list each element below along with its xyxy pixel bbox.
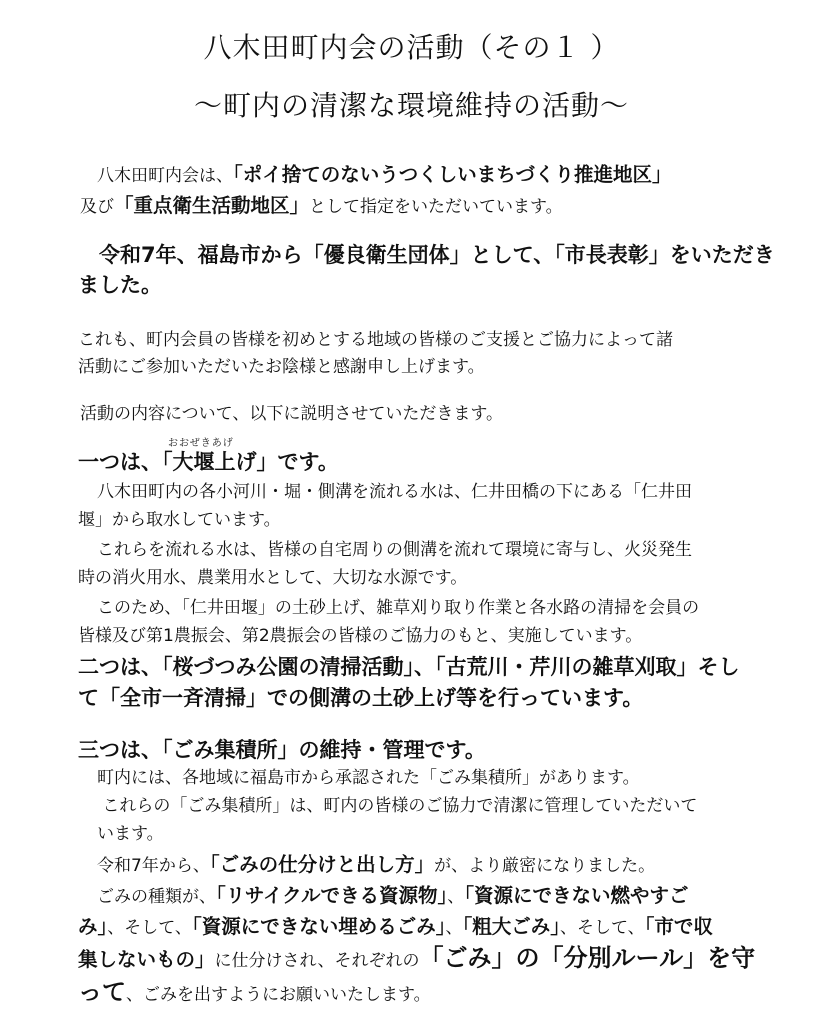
text-line [80, 542, 692, 559]
text-line [80, 196, 563, 216]
text-segment: 町内には、各地域に福島市から承認された「ごみ集積所」があります。 [80, 768, 640, 788]
text-segment: 皆様及び第1農振会、第2農振会の皆様のご協力のもと、実施しています。 [78, 626, 643, 646]
text-segment: 及び [80, 197, 114, 217]
text-line [78, 980, 431, 1004]
text-line [78, 657, 740, 678]
text-segment: 令和7年から、 [80, 856, 210, 876]
text-segment: これらの「ごみ集積所」は、町内の皆様のご協力で清潔に管理していただいて [80, 796, 698, 816]
text-segment: これも、町内会員の皆様を初めとする地域の皆様のご支援とご協力によって諸 [78, 330, 673, 350]
text-line [80, 770, 640, 787]
text-segment: 時の消火用水、農業用水として、大切な水源です。 [78, 568, 468, 588]
text-segment: として指定をいただいています。 [309, 197, 563, 217]
emphasis-text: 「資源にできない埋めるごみ」 [191, 915, 446, 938]
text-line [80, 165, 672, 185]
text-line [78, 359, 485, 376]
text-segment: 堰」から取水しています。 [78, 510, 281, 530]
text-segment: ごみの種類が、 [80, 887, 216, 907]
text-line [80, 484, 692, 501]
emphasis-text: 一つは、「大堰上げ」です。 [78, 450, 339, 474]
text-line [78, 512, 281, 529]
text-segment: これらを流れる水は、皆様の自宅周りの側溝を流れて環境に寄与し、火災発生 [80, 540, 692, 560]
text-segment: 八木田町内会は、 [80, 166, 233, 186]
text-line [78, 570, 467, 587]
text-segment: 活動の内容について、以下に説明させていただきます。 [80, 404, 503, 424]
text-line [78, 688, 643, 709]
text-line [78, 332, 673, 349]
text-segment: 八木田町内の各小河川・堀・側溝を流れる水は、仁井田橋の下にある「仁井田 [80, 482, 692, 502]
text-segment: が、より厳密になりました。 [434, 856, 656, 876]
page-title: 八木田町内会の活動（その１ ） [203, 31, 620, 64]
furigana: おおぜきあげ [168, 438, 234, 449]
text-line [80, 600, 699, 617]
emphasis-text: 「粗大ごみ」 [462, 915, 560, 938]
text-segment: このため、「仁井田堰」の土砂上げ、雑草刈り取り作業と各水路の清掃を会員の [80, 598, 700, 618]
text-line [80, 855, 655, 875]
text-segment: います。 [80, 824, 164, 844]
emphasis-text: って [78, 978, 126, 1006]
text-segment: 、そして、 [559, 918, 645, 938]
text-line [80, 886, 689, 906]
text-line [78, 628, 642, 645]
text-segment: 活動にご参加いただいたお陰様と感謝申し上げます。 [78, 357, 485, 377]
emphasis-text: 令和7年、福島市から「優良衛生団体」として、「市長表彰」をいただき [78, 243, 775, 267]
text-segment: 、 [447, 887, 465, 907]
emphasis-text: 「ごみ」の「分別ルール」を守 [419, 944, 756, 972]
text-line [80, 406, 503, 423]
emphasis-text: み」 [78, 915, 108, 938]
text-line [78, 275, 162, 296]
text-line [78, 917, 713, 937]
text-segment: に仕分けされ、それぞれの [214, 951, 420, 971]
emphasis-text: 「市で収 [644, 915, 713, 938]
emphasis-text: 「ポイ捨てのないうつくしいまちづくり推進地区」 [233, 163, 672, 186]
text-line [78, 740, 486, 761]
text-segment: 、ごみを出すようにお願いいたします。 [126, 985, 431, 1005]
page-subtitle: ～町内の清潔な環境維持の活動～ [193, 89, 629, 122]
text-line [80, 826, 164, 843]
text-line [78, 452, 339, 473]
emphasis-text: 二つは、「桜づつみ公園の清掃活動」、「古荒川・芹川の雑草刈取」そし [78, 655, 740, 679]
text-line [78, 946, 755, 970]
text-segment: 、 [445, 918, 463, 938]
emphasis-text: 集しないもの」 [78, 948, 215, 971]
text-line [80, 798, 697, 815]
text-segment: 、そして、 [107, 918, 192, 938]
text-line [78, 245, 775, 266]
emphasis-text: 「重点衛生活動地区」 [114, 194, 310, 217]
emphasis-text: 「資源にできない燃やすご [464, 884, 689, 907]
emphasis-text: ました。 [78, 273, 162, 297]
emphasis-text: 「ごみの仕分けと出し方」 [209, 853, 435, 876]
emphasis-text: 三つは、「ごみ集積所」の維持・管理です。 [78, 738, 486, 762]
emphasis-text: 「リサイクルできる資源物」 [216, 884, 448, 907]
emphasis-text: て「全市一斉清掃」での側溝の土砂上げ等を行っています。 [78, 686, 644, 710]
